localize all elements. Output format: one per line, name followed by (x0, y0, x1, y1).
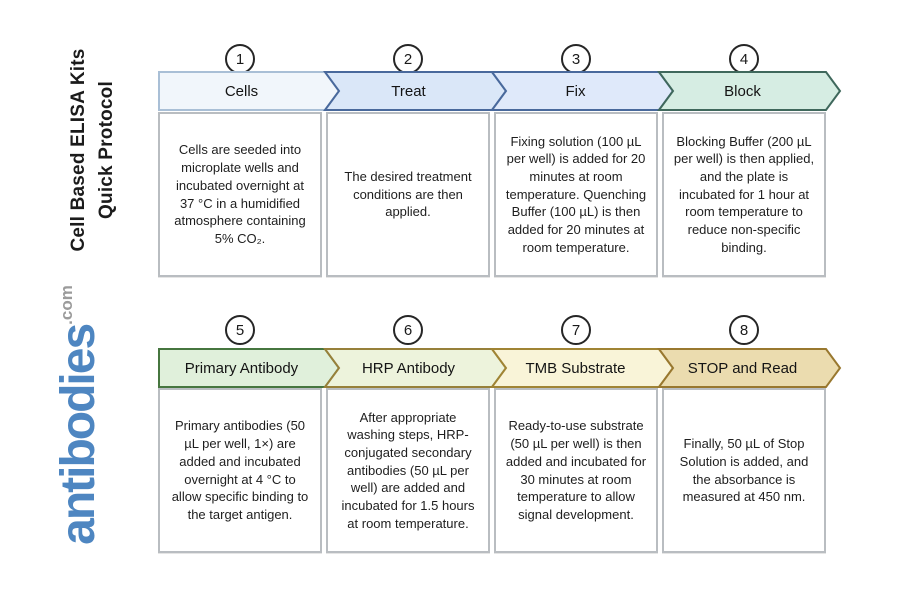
step-description-card-7 (494, 388, 658, 553)
step-number-row-1 (158, 44, 826, 74)
step-description-card-5 (158, 388, 322, 553)
step-number-badge-4: 4 (729, 44, 759, 74)
page-title-line2: Quick Protocol (95, 81, 117, 219)
step-number-badge-7: 7 (561, 315, 591, 345)
page-title (65, 35, 125, 265)
step-description-text-6: After appropriate washing steps, HRP-conjugated secondary antibodies (50 µL per well) are added and incubated for 1.5 hours at room temperature. (341, 409, 475, 531)
description-row-1 (158, 112, 826, 277)
step-description-card-2 (326, 112, 490, 277)
arrow-row-2 (158, 348, 842, 388)
step-description-text-3: Fixing solution (100 µL per well) is added for 20 minutes at room temperature. Quenching Buffer (100 µL) is then added for 20 minutes at room temperature. (505, 133, 647, 255)
step-description-card-1 (158, 112, 322, 277)
step-description-text-5: Primary antibodies (50 µL per well, 1×) are added and incubated overnight at 4 °C to allow specific binding to the target antigen. (171, 418, 309, 522)
step-arrow-label-cells: Cells (224, 82, 259, 100)
step-description-text-7: Ready-to-use substrate (50 µL per well) is then added and incubated for 30 minutes at room temperature to allow signal development. (505, 418, 647, 522)
step-description-text-8: Finally, 50 µL of Stop Solution is added, and the absorbance is measured at 450 nm. (679, 436, 809, 505)
step-number-badge-1: 1 (225, 44, 255, 74)
step-number-badge-3: 3 (561, 44, 591, 74)
step-number-badge-8: 8 (729, 315, 759, 345)
step-arrow-label-tmb-substrate: TMB Substrate (525, 359, 626, 377)
step-description-card-4 (662, 112, 826, 277)
step-arrow-label-treat: Treat (391, 82, 426, 100)
step-arrow-label-block: Block (724, 82, 761, 100)
brand-logo-suffix: .com (57, 285, 76, 325)
step-arrow-label-fix: Fix (565, 82, 586, 100)
step-arrow-label-stop-and-read: STOP and Read (687, 359, 798, 377)
step-description-card-8 (662, 388, 826, 553)
step-description-text-2: The desired treatment conditions are then applied. (344, 168, 472, 220)
brand-logo (53, 270, 133, 560)
description-row-2 (158, 388, 826, 553)
step-number-badge-2: 2 (393, 44, 423, 74)
arrow-row-1 (158, 71, 842, 111)
step-description-card-3 (494, 112, 658, 277)
brand-logo-text: antibodies (52, 324, 105, 545)
step-number-row-2 (158, 315, 826, 345)
step-description-text-4: Blocking Buffer (200 µL per well) is then applied, and the plate is incubated for 1 hour at room temperature to reduce non-specific binding. (673, 133, 815, 255)
step-number-badge-6: 6 (393, 315, 423, 345)
step-description-card-6 (326, 388, 490, 553)
step-description-text-1: Cells are seeded into microplate wells and incubated overnight at 37 °C in a humidified atmosphere containing 5% CO₂. (174, 142, 306, 246)
step-arrow-label-primary-antibody: Primary Antibody (184, 359, 299, 377)
protocol-steps-area (158, 0, 858, 594)
step-arrow-label-hrp-antibody: HRP Antibody (361, 359, 456, 377)
step-number-badge-5: 5 (225, 315, 255, 345)
page-title-line1: Cell Based ELISA Kits (68, 48, 89, 252)
